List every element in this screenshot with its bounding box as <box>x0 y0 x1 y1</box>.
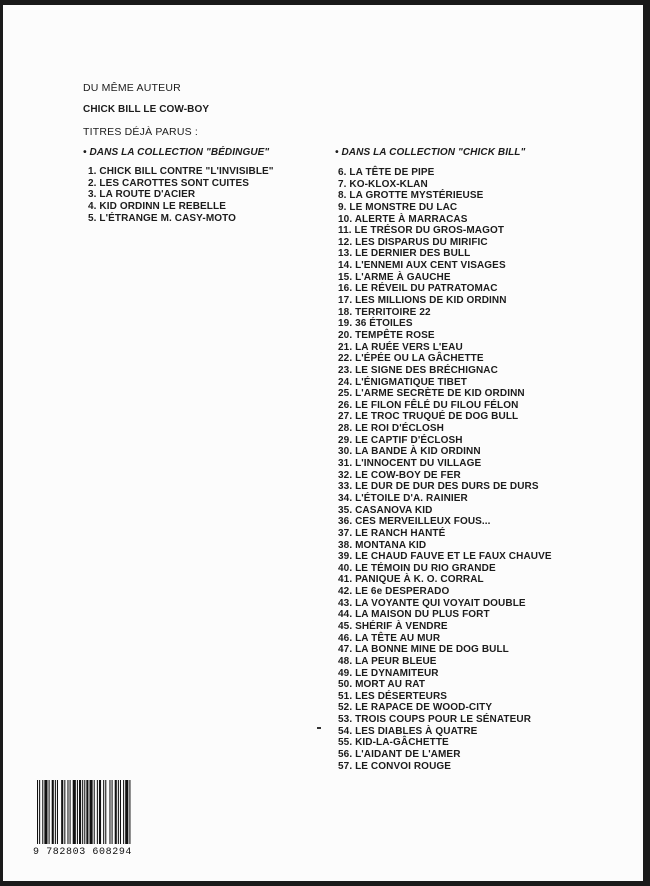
barcode-bar <box>73 780 76 844</box>
barcode-bar <box>112 780 113 844</box>
barcode-bar <box>57 780 58 844</box>
barcode-bar <box>109 780 110 844</box>
title-item: 22. L'ÉPÉE OU LA GÂCHETTE <box>338 353 484 365</box>
title-item: 33. LE DUR DE DUR DES DURS DE DURS <box>338 481 539 493</box>
title-item: 34. L'ÉTOILE D'A. RAINIER <box>338 492 468 504</box>
isbn-barcode <box>33 780 143 860</box>
barcode-bar <box>44 780 47 844</box>
title-item: 14. L'ENNEMI AUX CENT VISAGES <box>338 260 506 272</box>
barcode-bar <box>115 780 117 844</box>
title-item: 31. L'INNOCENT DU VILLAGE <box>338 458 482 470</box>
title-item: 13. LE DERNIER DES BULL <box>338 248 471 260</box>
barcode-bar <box>77 780 78 844</box>
barcode-bar <box>49 780 50 844</box>
title-item: 39. LE CHAUD FAUVE ET LE FAUX CHAUVE <box>338 551 552 563</box>
title-item: 15. L'ARME À GAUCHE <box>338 271 451 283</box>
title-item: 57. LE CONVOI ROUGE <box>338 760 452 772</box>
title-item: 19. 36 ÉTOILES <box>338 318 413 330</box>
barcode-bar <box>125 780 128 844</box>
title-item: 26. LE FILON FÊLÉ DU FILOU FÉLON <box>338 399 519 411</box>
title-item: 55. KID-LA-GÂCHETTE <box>338 737 449 749</box>
title-item: 24. L'ÉNIGMATIQUE TIBET <box>338 376 467 388</box>
title-item: 21. LA RUÉE VERS L'EAU <box>338 341 463 353</box>
collection-bedingue-list <box>88 166 274 224</box>
barcode-bars <box>33 780 143 846</box>
title-item: 49. LE DYNAMITEUR <box>338 667 439 679</box>
barcode-bar <box>105 780 106 844</box>
title-item: 46. LA TÊTE AU MUR <box>338 632 441 644</box>
title-item: 3. LA ROUTE D'ACIER <box>88 189 196 201</box>
barcode-bar <box>103 780 104 844</box>
title-item: 43. LA VOYANTE QUI VOYAIT DOUBLE <box>338 597 526 609</box>
title-item: 45. SHÉRIF À VENDRE <box>338 620 448 632</box>
title-item: 35. CASANOVA KID <box>338 504 433 516</box>
title-item: 28. LE ROI D'ÉCLOSH <box>338 423 444 435</box>
barcode-bar <box>37 780 38 844</box>
title-item: 48. LA PEUR BLEUE <box>338 655 437 667</box>
title-item: 51. LES DÉSERTEURS <box>338 690 448 702</box>
title-item: 1. CHICK BILL CONTRE "L'INVISIBLE" <box>88 166 274 177</box>
barcode-bar <box>82 780 83 844</box>
title-item: 18. TERRITOIRE 22 <box>338 306 431 318</box>
title-item: 47. LA BONNE MINE DE DOG BULL <box>338 644 509 656</box>
title-item: 56. L'AIDANT DE L'AMER <box>338 749 461 761</box>
collection-bedingue-heading: • DANS LA COLLECTION "BÉDINGUE" <box>83 147 270 158</box>
title-item: 7. KO-KLOX-KLAN <box>338 178 428 190</box>
barcode-bar <box>118 780 119 844</box>
barcode-bar <box>55 780 56 844</box>
barcode-bar <box>79 780 81 844</box>
title-item: 53. TROIS COUPS POUR LE SÉNATEUR <box>338 714 532 726</box>
isbn-number: 9 782803 608294 <box>33 847 133 858</box>
title-item: 23. LE SIGNE DES BRÉCHIGNAC <box>338 364 498 376</box>
title-item: 17. LES MILLIONS DE KID ORDINN <box>338 295 507 307</box>
title-item: 38. MONTANA KID <box>338 539 427 551</box>
barcode-bar <box>67 780 68 844</box>
barcode-bar <box>42 780 43 844</box>
barcode-bar <box>61 780 63 844</box>
title-item: 30. LA BANDE À KID ORDINN <box>338 446 481 458</box>
title-item: 10. ALERTE À MARRACAS <box>338 213 468 225</box>
barcode-bar <box>84 780 85 844</box>
title-item: 20. TEMPÊTE ROSE <box>338 329 435 341</box>
series-title: CHICK BILL LE COW-BOY <box>83 104 210 115</box>
title-item: 36. CES MERVEILLEUX FOUS... <box>338 516 491 528</box>
author-heading: DU MÊME AUTEUR <box>83 82 181 94</box>
title-item: 42. LE 6e DESPERADO <box>338 586 450 598</box>
published-label: TITRES DÉJÀ PARUS : <box>83 126 199 138</box>
title-item: 27. LE TROC TRUQUÉ DE DOG BULL <box>338 411 519 423</box>
barcode-bar <box>129 780 130 844</box>
title-item: 11. LE TRÉSOR DU GROS-MAGOT <box>338 225 505 237</box>
title-item: 5. L'ÉTRANGE M. CASY-MOTO <box>88 212 237 224</box>
title-item: 6. LA TÊTE DE PIPE <box>338 167 435 178</box>
title-item: 40. LE TÉMOIN DU RIO GRANDE <box>338 562 496 574</box>
title-item: 4. KID ORDINN LE REBELLE <box>88 200 226 212</box>
title-item: 52. LE RAPACE DE WOOD-CITY <box>338 702 493 714</box>
barcode-bar <box>52 780 54 844</box>
barcode-bar <box>86 780 88 844</box>
barcode-bar <box>120 780 121 844</box>
title-item: 50. MORT AU RAT <box>338 679 426 691</box>
barcode-bar <box>123 780 124 844</box>
collection-chick-bill-list <box>338 167 552 772</box>
barcode-bar <box>90 780 93 844</box>
barcode-bar <box>97 780 98 844</box>
barcode-bar <box>70 780 71 844</box>
title-item: 25. L'ARME SECRÈTE DE KID ORDINN <box>338 388 525 400</box>
title-item: 16. LE RÉVEIL DU PATRATOMAC <box>338 283 498 295</box>
title-item: 41. PANIQUE À K. O. CORRAL <box>338 574 484 586</box>
barcode-bar <box>94 780 95 844</box>
collection-chick-bill-heading: • DANS LA COLLECTION "CHICK BILL" <box>335 147 526 158</box>
title-item: 29. LE CAPTIF D'ÉCLOSH <box>338 434 463 446</box>
barcode-bar <box>99 780 101 844</box>
title-item: 12. LES DISPARUS DU MIRIFIC <box>338 236 488 248</box>
stray-mark <box>317 727 321 729</box>
title-item: 32. LE COW-BOY DE FER <box>338 469 461 481</box>
title-item: 54. LES DIABLES À QUATRE <box>338 725 478 737</box>
barcode-bar <box>64 780 65 844</box>
title-item: 37. LE RANCH HANTÉ <box>338 527 446 539</box>
back-cover-page <box>3 5 643 881</box>
title-item: 44. LA MAISON DU PLUS FORT <box>338 609 490 621</box>
title-item: 9. LE MONSTRE DU LAC <box>338 201 458 213</box>
barcode-bar <box>39 780 40 844</box>
title-item: 2. LES CAROTTES SONT CUITES <box>88 177 250 189</box>
title-item: 8. LA GROTTE MYSTÉRIEUSE <box>338 190 484 202</box>
